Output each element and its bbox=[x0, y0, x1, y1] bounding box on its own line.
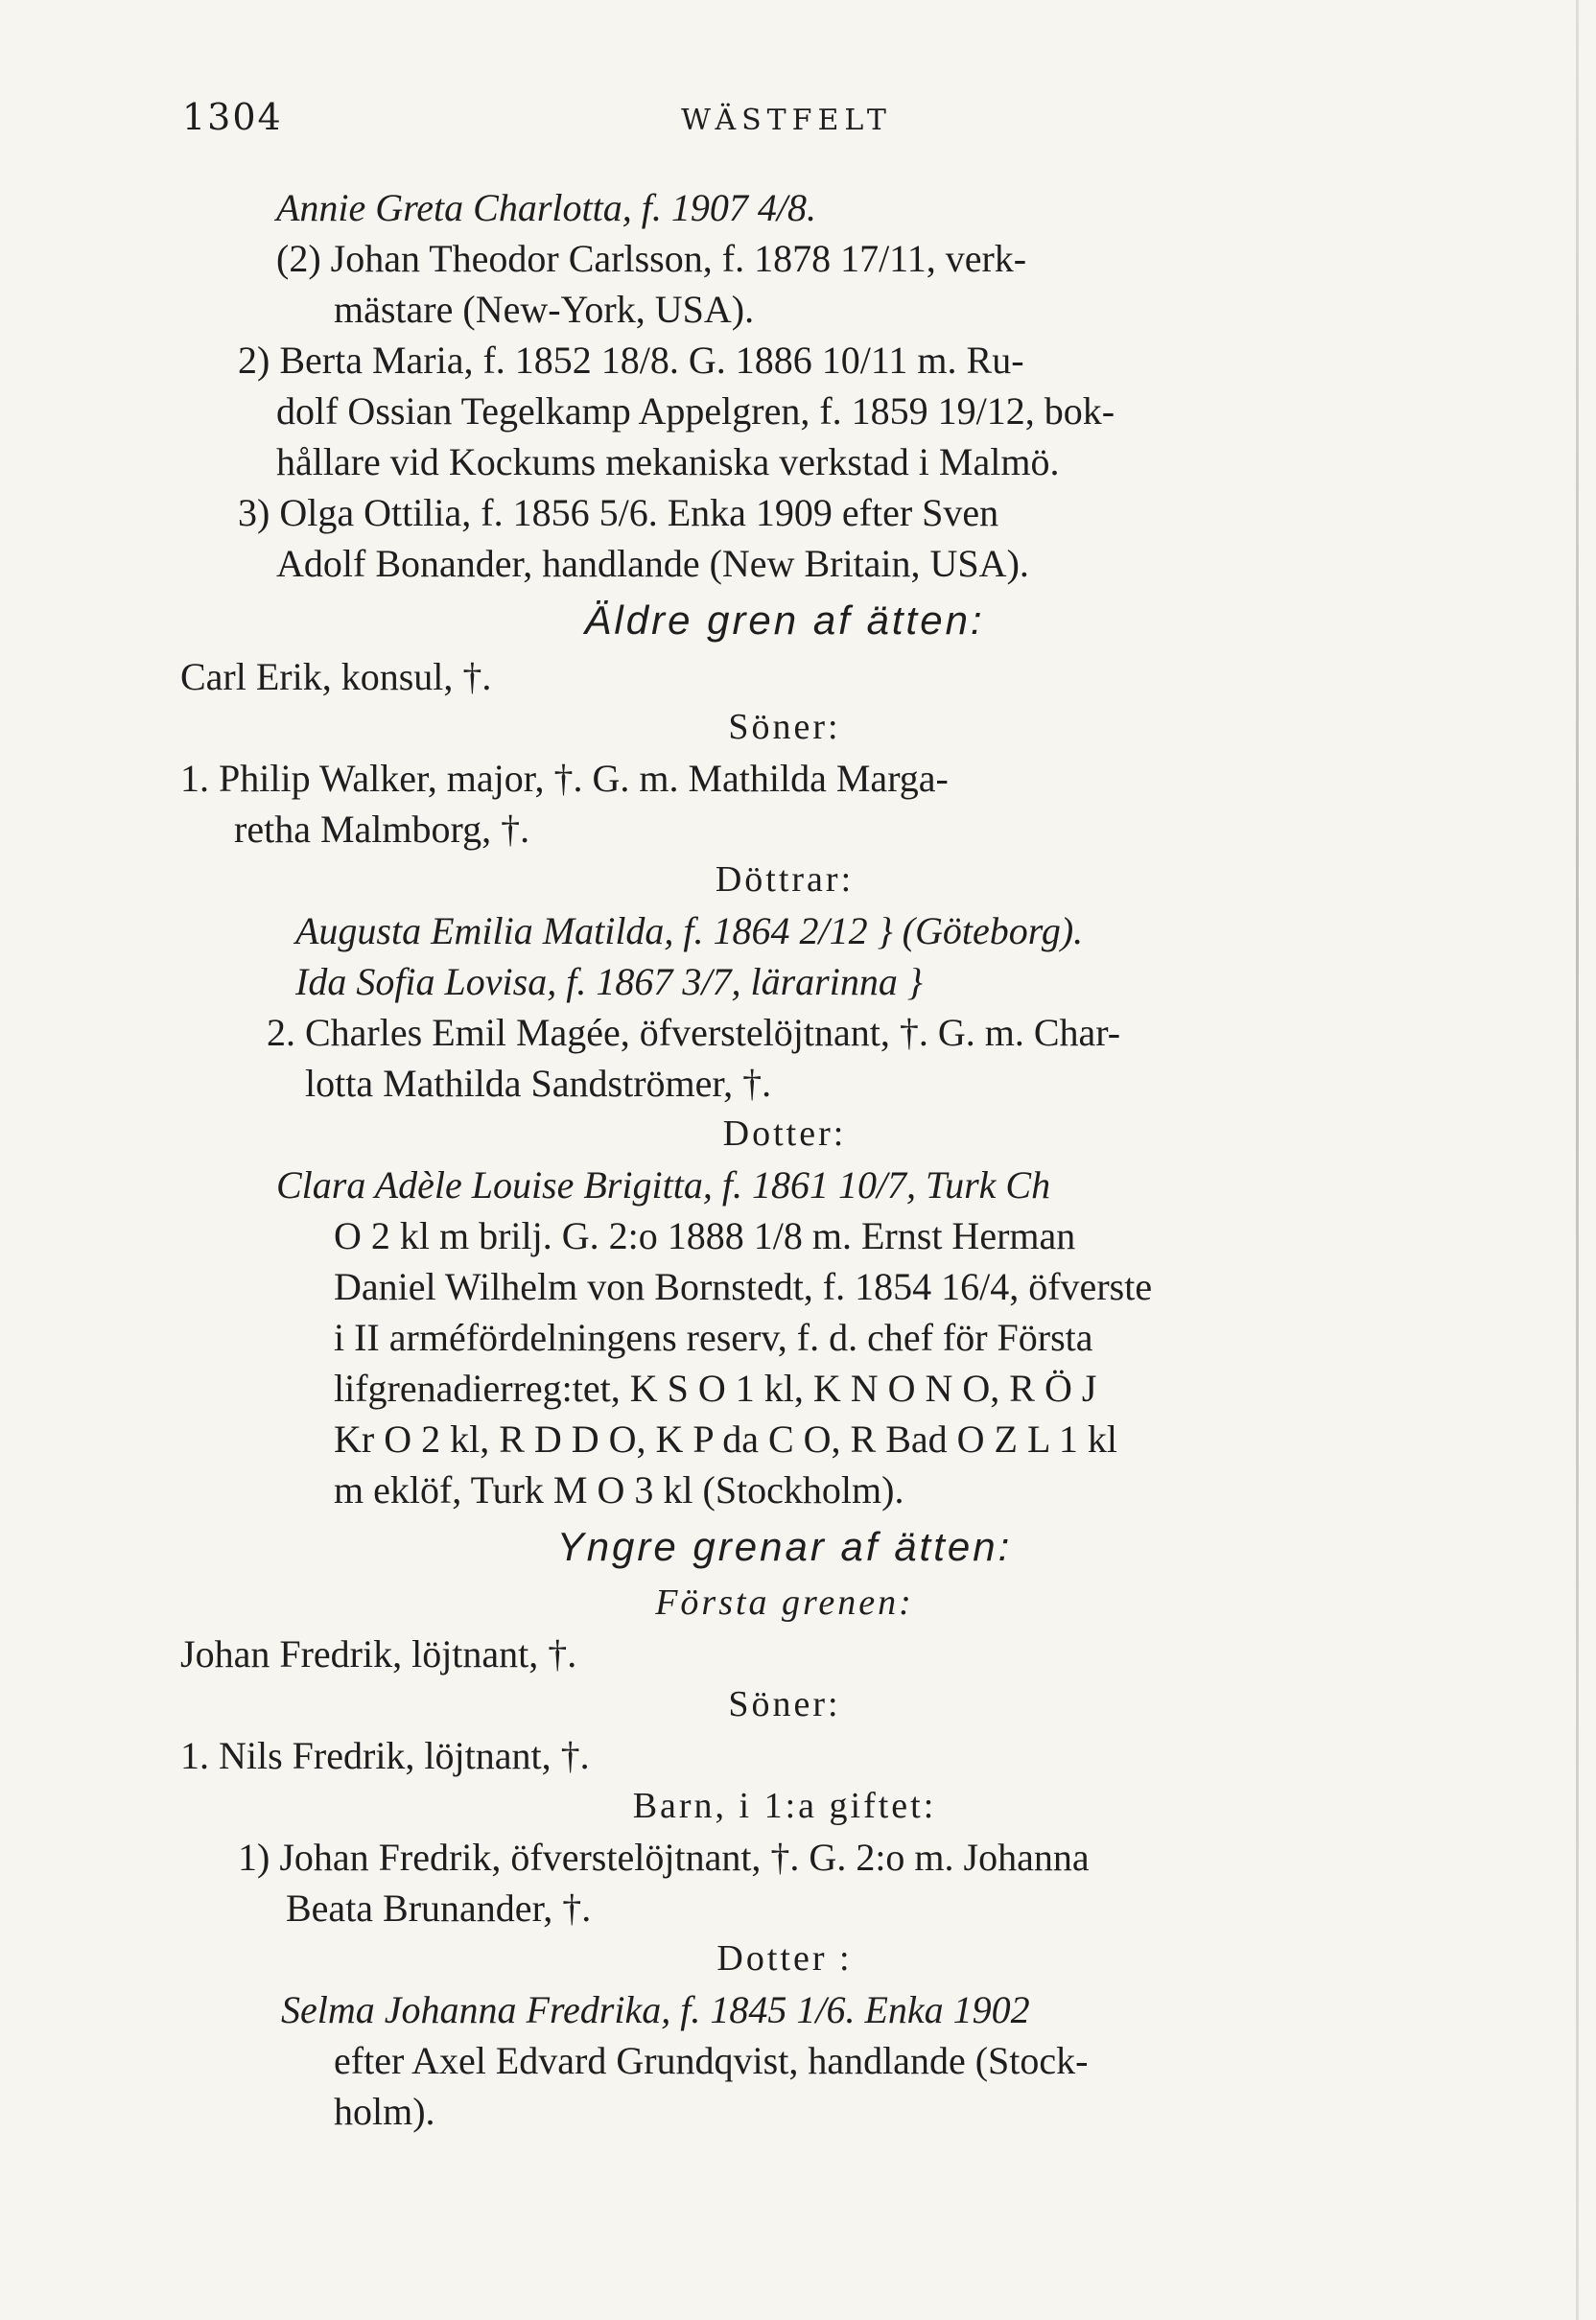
text-line: 3) Olga Ottilia, f. 1856 5/6. Enka 1909 efter Sven bbox=[238, 491, 999, 534]
subheading-soner: Söner: bbox=[728, 1684, 841, 1724]
text-line: (2) Johan Theodor Carlsson, f. 1878 17/11, verk- bbox=[276, 237, 1027, 280]
text-line: Daniel Wilhelm von Bornstedt, f. 1854 16/4, öfverste bbox=[334, 1265, 1153, 1308]
text-line: efter Axel Edvard Grundqvist, handlande (Stock- bbox=[334, 2039, 1089, 2082]
subheading-soner: Söner: bbox=[728, 707, 841, 747]
section-heading-yngre-grenar: Yngre grenar af ätten: bbox=[556, 1524, 1013, 1569]
text-line: 1) Johan Fredrik, öfverstelöjtnant, †. G. 2:o m. Johanna bbox=[238, 1836, 1090, 1879]
text-line: 2. Charles Emil Magée, öfverstelöjtnant, †. G. m. Char- bbox=[267, 1011, 1121, 1054]
text-line: Beata Brunander, †. bbox=[286, 1886, 592, 1930]
text-line: i II arméfördelningens reserv, f. d. chef för Första bbox=[334, 1316, 1093, 1359]
page-number: 1304 bbox=[182, 96, 283, 138]
text-line: Johan Fredrik, löjtnant, †. bbox=[180, 1632, 577, 1676]
text-line: Adolf Bonander, handlande (New Britain, USA). bbox=[276, 542, 1029, 585]
subheading-barn: Barn, i 1:a giftet: bbox=[632, 1786, 937, 1826]
text-line: Kr O 2 kl, R D D O, K P da C O, R Bad O Z L 1 kl bbox=[334, 1418, 1118, 1461]
text-line: Augusta Emilia Matilda, f. 1864 2/12 } (Göteborg). bbox=[295, 909, 1084, 952]
text-line: m eklöf, Turk M O 3 kl (Stockholm). bbox=[334, 1468, 904, 1512]
scan-edge-line bbox=[1576, 0, 1579, 2320]
section-heading-aldre-gren: Äldre gren af ätten: bbox=[584, 598, 985, 643]
subheading-dotter: Dotter : bbox=[716, 1938, 853, 1979]
subheading-dottrar: Döttrar: bbox=[715, 859, 855, 900]
text-line: 1. Nils Fredrik, löjtnant, †. bbox=[180, 1734, 590, 1777]
text-line: holm). bbox=[334, 2090, 435, 2133]
text-line: Carl Erik, konsul, †. bbox=[180, 655, 492, 698]
subheading-dotter: Dotter: bbox=[722, 1113, 847, 1154]
text-line: Clara Adèle Louise Brigitta, f. 1861 10/7, Turk Ch bbox=[276, 1163, 1051, 1207]
text-line: 1. Philip Walker, major, †. G. m. Mathilda Marga- bbox=[180, 757, 949, 800]
text-line: dolf Ossian Tegelkamp Appelgren, f. 1859 19/12, bok- bbox=[276, 389, 1115, 433]
text-line: lifgrenadierreg:tet, K S O 1 kl, K N O N O, R Ö J bbox=[334, 1367, 1097, 1410]
text-line: Ida Sofia Lovisa, f. 1867 3/7, lärarinna } bbox=[295, 960, 923, 1003]
running-head: WÄSTFELT bbox=[681, 104, 892, 137]
text-line: O 2 kl m brilj. G. 2:o 1888 1/8 m. Ernst Herman bbox=[334, 1214, 1076, 1257]
genealogy-text bbox=[180, 182, 1389, 2137]
text-line: retha Malmborg, †. bbox=[234, 808, 530, 851]
subheading-forsta-grenen: Första grenen: bbox=[655, 1582, 914, 1623]
text-line: 2) Berta Maria, f. 1852 18/8. G. 1886 10/11 m. Ru- bbox=[238, 339, 1024, 382]
text-line: mästare (New-York, USA). bbox=[334, 288, 755, 331]
page-header bbox=[182, 96, 1391, 153]
text-line: hållare vid Kockums mekaniska verkstad i Malmö. bbox=[276, 440, 1060, 483]
text-line: lotta Mathilda Sandströmer, †. bbox=[305, 1062, 772, 1105]
text-line: Annie Greta Charlotta, f. 1907 4/8. bbox=[276, 186, 816, 229]
text-line: Selma Johanna Fredrika, f. 1845 1/6. Enka 1902 bbox=[281, 1988, 1030, 2031]
